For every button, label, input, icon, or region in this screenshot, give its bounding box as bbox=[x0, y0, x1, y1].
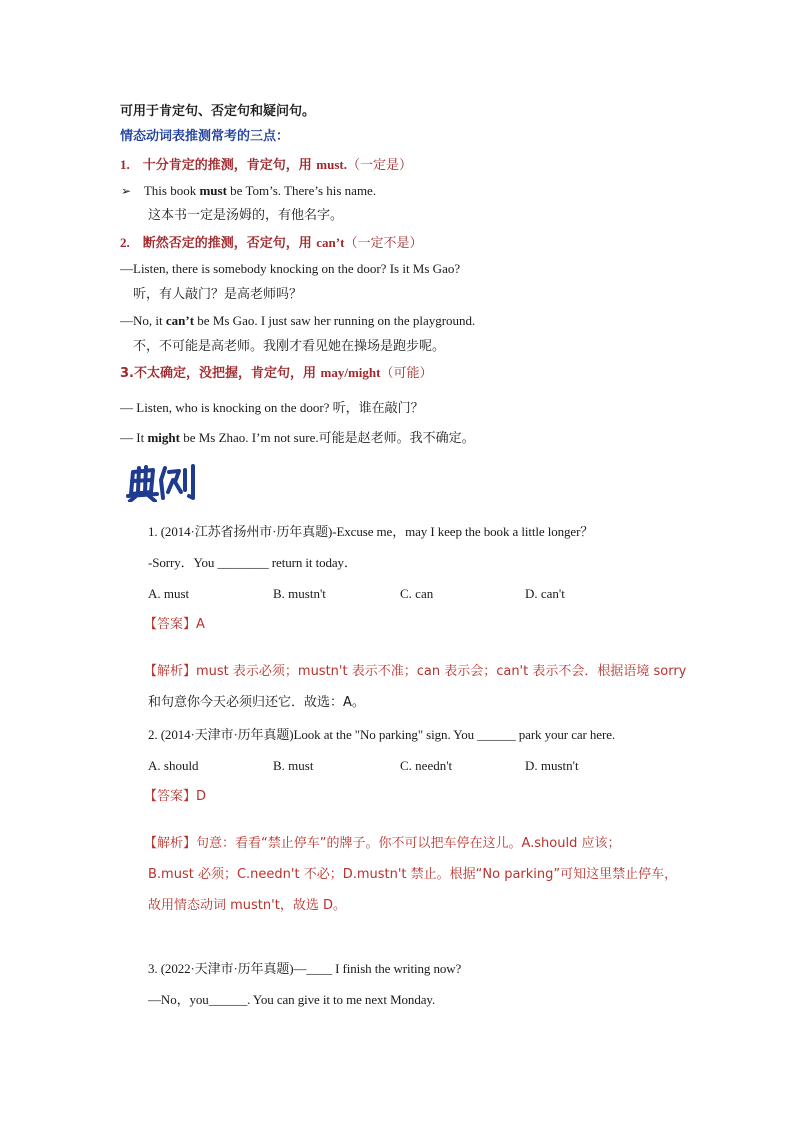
point-2-example-2-b: be Ms Gao. I just saw her running on the playground. bbox=[194, 313, 476, 328]
point-1-keyword: must. bbox=[316, 157, 347, 172]
q1-option-c: C. can bbox=[400, 586, 434, 601]
q2-analysis-line-3: 故用情态动词 mustn't，故选 D。 bbox=[148, 898, 346, 913]
point-3-text: 3.不太确定，没把握，肯定句，用 bbox=[120, 366, 321, 381]
q1-option-d: D. can't bbox=[525, 586, 565, 601]
bullet-arrow-icon: ➢ bbox=[121, 184, 132, 198]
point-3-example-2-keyword: might bbox=[147, 430, 180, 445]
point-1-heading bbox=[120, 157, 412, 174]
q2-analysis-line-1: 【解析】句意：看看“禁止停车”的牌子。你不可以把车停在这儿。A.should 应该； bbox=[144, 836, 621, 851]
point-2-example-2 bbox=[120, 313, 475, 329]
point-1-example bbox=[121, 183, 376, 199]
point-3-heading bbox=[120, 365, 432, 382]
point-2-example-1-cn: 听，有人敲门？是高老师吗？ bbox=[133, 287, 303, 302]
q1-analysis-line-1: 【解析】must 表示必须；mustn't 表示不准；can 表示会；can't 表示不会．根据语境 sorry bbox=[144, 664, 687, 679]
point-2-number: 2. bbox=[120, 235, 130, 250]
q2-answer: 【答案】D bbox=[144, 789, 207, 804]
q2-analysis-line-2: B.must 必须；C.needn't 不必；D.mustn't 禁止。根据“No parking”可知这里禁止停车， bbox=[148, 867, 678, 882]
q2-option-a: A. should bbox=[148, 758, 199, 773]
point-1-example-b: be Tom’s. There’s his name. bbox=[226, 183, 377, 198]
point-2-example-1: —Listen, there is somebody knocking on the door? Is it Ms Gao? bbox=[120, 261, 461, 276]
q3-stem: 3. (2022·天津市·历年真题)—____ I finish the writing now? bbox=[148, 961, 462, 976]
intro-line-1: 可用于肯定句、否定句和疑问句。 bbox=[120, 104, 316, 119]
q2-option-b: B. must bbox=[273, 758, 314, 773]
point-3-keyword: may/might bbox=[320, 365, 381, 380]
point-1-number: 1. bbox=[120, 157, 130, 172]
point-2-heading bbox=[120, 235, 422, 252]
intro-line-2: 情态动词表推测常考的三点： bbox=[120, 129, 290, 144]
typical-example-logo bbox=[125, 462, 201, 502]
q2-stem: 2. (2014·天津市·历年真题)Look at the "No parking" sign. You ______ park your car here. bbox=[148, 727, 616, 742]
q1-option-b: B. mustn't bbox=[273, 586, 326, 601]
point-1-text: 十分肯定的推测，肯定句，用 bbox=[142, 158, 317, 173]
typical-example-logo-art bbox=[125, 462, 201, 502]
q1-answer: 【答案】A bbox=[144, 617, 205, 632]
q2-option-c: C. needn't bbox=[400, 758, 453, 773]
point-1-example-keyword: must bbox=[199, 183, 227, 198]
q1-option-a: A. must bbox=[148, 586, 190, 601]
q2-option-d: D. mustn't bbox=[525, 758, 579, 773]
point-2-example-2-cn: 不，不可能是高老师。我刚才看见她在操场是跑步呢。 bbox=[133, 339, 446, 354]
point-3-example-2-a: — It bbox=[120, 430, 148, 445]
point-1-meaning: （一定是） bbox=[346, 158, 412, 173]
point-1-example-cn: 这本书一定是汤姆的，有他名字。 bbox=[148, 208, 344, 223]
point-2-example-2-a: —No, it bbox=[120, 313, 166, 328]
q1-line-2: -Sorry．You ________ return it today． bbox=[148, 555, 357, 570]
q1-analysis-line-2: 和句意你今天必须归还它．故选：A。 bbox=[148, 695, 365, 710]
point-2-keyword: can’t bbox=[316, 235, 345, 250]
q1-stem: 1. (2014·江苏省扬州市·历年真题)-Excuse me，may I keep the book a little longer？ bbox=[148, 524, 594, 539]
point-3-example-2-b: be Ms Zhao. I’m not sure.可能是赵老师。我不确定。 bbox=[179, 430, 475, 445]
point-2-meaning: （一定不是） bbox=[344, 236, 423, 251]
point-3-example-2 bbox=[120, 430, 475, 446]
q1-options bbox=[0, 586, 794, 606]
point-2-example-2-keyword: can’t bbox=[165, 313, 195, 328]
q3-line-2: —No，you______. You can give it to me next Monday. bbox=[148, 992, 436, 1007]
point-1-example-a: This book bbox=[143, 183, 200, 198]
q2-options bbox=[0, 758, 794, 778]
point-2-text: 断然否定的推测，否定句，用 bbox=[142, 236, 317, 251]
point-3-meaning: （可能） bbox=[380, 366, 433, 381]
point-3-example-1: — Listen, who is knocking on the door? 听，谁在敲门？ bbox=[120, 400, 424, 415]
